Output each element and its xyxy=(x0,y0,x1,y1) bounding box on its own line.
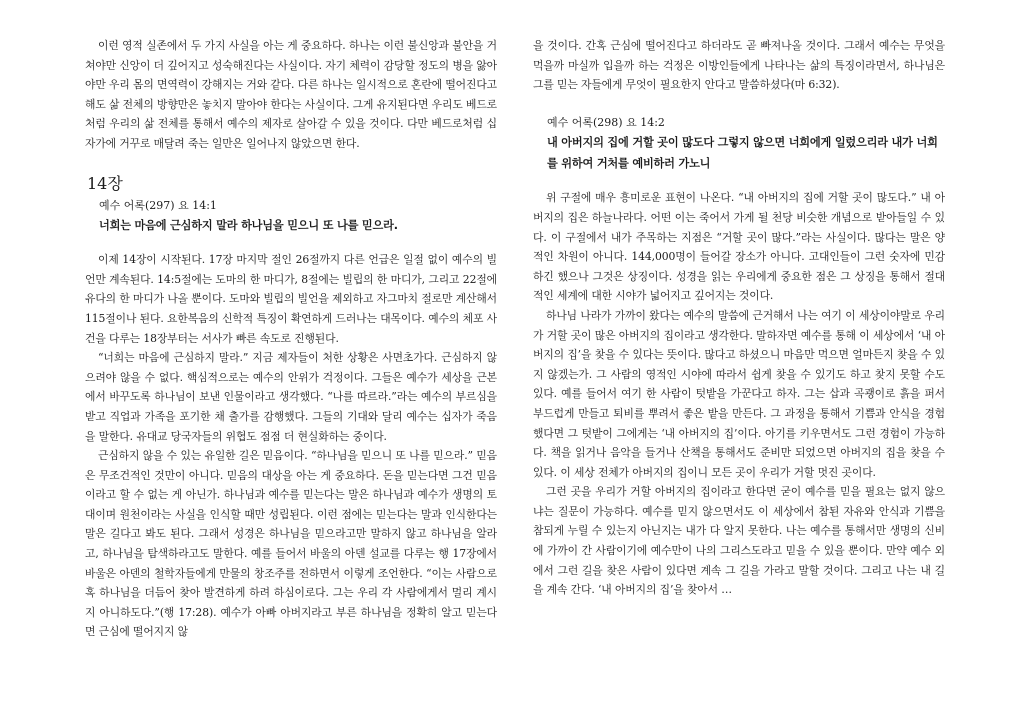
body-paragraph: 이제 14장이 시작된다. 17장 마지막 절인 26절까지 다른 언급은 일절 없이 예수의 빌언만 계속된다. 14:5절에는 도마의 한 마디가, 8절에는 빌립의 한 마디가, 그리고 22절에 유다의 한 마디가 나올 뿐이다. 도마와 빌립의 빌언을 제외하고 자그마치 절로만 계산해서 115절이나 된다. 요한복음의 신학적 특징이 확연하게 드러나는 대목이다. 예수의 체포 사건을 다루는 18장부터는 서사가 빠른 속도로 진행된다. xyxy=(85,253,497,345)
left-page xyxy=(85,36,497,642)
sermon-verse: 너희는 마음에 근심하지 말라 하나님을 믿으니 또 나를 믿으라. xyxy=(99,219,398,233)
right-page xyxy=(533,36,945,600)
sermon-verse: 내 아버지의 집에 거할 곳이 많도다 그렇지 않으면 너희에게 일렀으리라 내가 너희를 위하여 거처를 예비하러 가노니 xyxy=(547,136,938,171)
sermon-reference: 예수 어록(297) 요 14:1 xyxy=(99,198,217,212)
body-paragraph: 근심하지 않을 수 있는 유일한 길은 믿음이다. “하나님을 믿으니 또 나를 믿으라.” 믿음은 무조건적인 것만이 아니다. 믿음의 대상을 아는 게 중요하다. 돈을 믿는다면 그건 믿음이라고 할 수 없는 게 아닌가. 하나님과 예수를 믿는다는 말은 하나님과 예수가 생명의 토대이며 원천이라는 사실을 인식할 때만 성립된다. 이런 점에는 믿는다는 말과 인식한다는 말은 길다고 봐도 된다. 그래서 성경은 하나님을 믿으라고만 말하지 않고 하나님을 알라고, 하나님을 탐색하라고도 말한다. 예를 들어서 바울의 아덴 설교를 다루는 행 17장에서 바울은 아덴의 철학자들에게 만물의 창조주를 전하면서 이렇게 조언한다. “이는 사람으로 혹 하나님을 더듬어 찾아 발견하게 하려 하심이로다. 그는 우리 각 사람에게서 멀리 계시지 아니하도다.”(행 17:28). 예수가 아빠 아버지라고 부른 하나님을 정확히 알고 믿는다면 근심에 떨어지지 않 xyxy=(85,449,497,639)
intro-paragraph: 이런 영적 실존에서 두 가지 사실을 아는 게 중요하다. 하나는 이런 불신앙과 불안을 거쳐야만 신앙이 더 깊어지고 성숙해진다는 사실이다. 자기 체력이 감당할 정도의 병을 앓아야만 우리 몸의 면역력이 강해지는 거와 같다. 다른 하나는 일시적으로 혼란에 떨어진다고 해도 삶 전체의 방향만은 놓치지 말아야 한다는 사실이다. 그게 유지된다면 우리도 베드로처럼 우리의 삶 전체를 통해서 예수의 제자로 살아갈 수 있을 것이다. 다만 베드로처럼 십자가에 거꾸로 매달려 죽는 일만은 일어나지 않았으면 한다. xyxy=(85,39,497,150)
chapter-title: 14장 xyxy=(87,173,123,193)
body-paragraph: “너희는 마음에 근심하지 말라.” 지금 제자들이 처한 상황은 사면초가다. 근심하지 않으려야 않을 수 없다. 핵심적으로는 예수의 안위가 걱정이다. 그들은 예수가 세상을 근본에서 바꾸도록 하나님이 보낸 인물이라고 생각했다. “나를 따르라.”라는 예수의 부르심을 받고 직업과 가족을 포기한 채 출가를 감행했다. 그들의 기대와 달리 예수는 십자가 죽음을 말한다. 유대교 당국자들의 위협도 점점 더 현실화하는 중이다. xyxy=(85,351,497,443)
continuation-paragraph: 을 것이다. 간혹 근심에 떨어진다고 하더라도 곧 빠져나올 것이다. 그래서 예수는 무엇을 먹을까 마실까 입을까 하는 걱정은 이방인들에게 나타나는 삶의 특징이라면서, 하나님은 그를 믿는 자들에게 무엇이 필요한지 안다고 말씀하셨다(마 6:32). xyxy=(533,39,945,92)
body-paragraph: 하나님 나라가 가까이 왔다는 예수의 말씀에 근거해서 나는 여기 이 세상이야말로 우리가 거할 곳이 많은 아버지의 집이라고 생각한다. 말하자면 예수를 통해 이 세상에서 ‘내 아버지의 집’을 찾을 수 있다는 뜻이다. 많다고 하셨으니 마음만 먹으면 얼마든지 찾을 수 있지 않겠는가. 그 사람의 영적인 시야에 따라서 쉽게 찾을 수 있기도 하고 찾지 못할 수도 있다. 예를 들어서 여기 한 사람이 텃밭을 가꾼다고 하자. 그는 삽과 곡괭이로 흙을 퍼서 부드럽게 만들고 퇴비를 뿌려서 좋은 밭을 만든다. 그 과정을 통해서 기쁨과 안식을 경험했다면 그 텃밭이 그에게는 ‘내 아버지의 집’이다. 아기를 키우면서도 그런 경험이 가능하다. 책을 읽거나 음악을 들거나 산책을 통해서도 준비만 되었으면 아버지의 집을 찾을 수 있다. 이 세상 전체가 아버지의 집이니 모든 곳이 우리가 거할 멋진 곳이다. xyxy=(533,308,945,479)
body-paragraph: 그런 곳을 우리가 거할 아버지의 집이라고 한다면 굳이 예수를 믿을 필요는 없지 않으냐는 질문이 가능하다. 예수를 믿지 않으면서도 이 세상에서 참된 자유와 안식과 기쁨을 참되게 누릴 수 있는지 아닌지는 내가 다 알지 못한다. 나는 예수를 통해서만 생명의 신비에 가까이 간 사람이기에 예수만이 나의 그리스도라고 믿을 수 있을 뿐이다. 만약 예수 외에서 그런 길을 찾은 사람이 있다면 계속 그 길을 가라고 말할 것이다. 그리고 나는 내 길을 계속 간다. ‘내 아버지의 집’을 찾아서 … xyxy=(533,485,945,597)
body-paragraph: 위 구절에 매우 흥미로운 표현이 나온다. “내 아버지의 집에 거할 곳이 많도다.” 내 아버지의 집은 하늘나라다. 어떤 이는 죽어서 가게 될 천당 비슷한 개념으로 받아들일 수 있다. 이 구절에서 내가 주목하는 지점은 “거할 곳이 많다.”라는 사실이다. 많다는 말은 양적인 차원이 아니다. 144,000명이 들어갈 장소가 아니다. 고대인들이 그런 숫자에 민감하긴 했으나 그것은 상징이다. 성경을 읽는 우리에게 중요한 점은 그 상징을 통해서 절대적인 세계에 대한 시야가 넓어지고 깊어지는 것이다. xyxy=(533,191,945,303)
sermon-reference: 예수 어록(298) 요 14:2 xyxy=(547,115,665,129)
